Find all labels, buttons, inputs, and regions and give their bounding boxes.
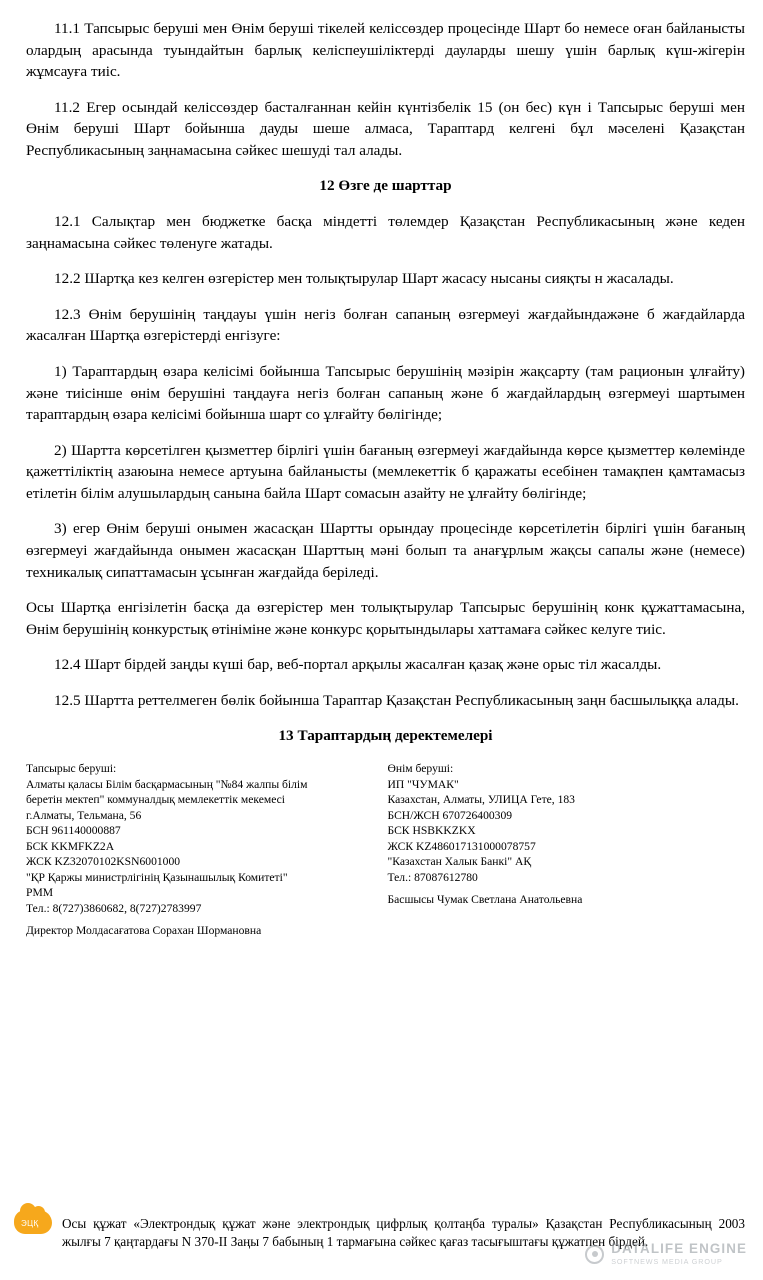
paragraph-11-1: 11.1 Тапсырыс беруші мен Өнім беруші тікелей келіссөздер процесінде Шарт бо немесе оған байланысты олардың арасында туындайтын барлық келіспеушіліктерді дауларды шешу үшін барлық күш-жігерін жұмсауға тиіс.: [26, 20, 745, 81]
supplier-line: ЖСК KZ486017131000078757: [387, 839, 536, 853]
customer-line: г.Алматы, Тельмана, 56: [26, 808, 142, 822]
section-heading-13: 13 Тараптардың деректемелері: [278, 727, 493, 745]
supplier-line: Казахстан, Алматы, УЛИЦА Гете, 183: [387, 793, 575, 807]
watermark: [585, 1242, 747, 1266]
paragraph-12-3-item-1: 1) Тараптардың өзара келісімі бойынша Тапсырыс берушінің мәзірін жақсарту (там рационын ұлғайту) және тиісінше өнім берушіні таңдауға негіз болған сапаның және б жағдайлардың өзгермеуі шартымен тараптардың өзара келісімі бойынша шарт со ұлғайту бөлігінде;: [26, 362, 745, 424]
paragraph-12-3-item-2: 2) Шартта көрсетілген қызметтер бірлігі үшін бағаның өзгермеуі жағдайында көрсе қызметтер көлемінде қажеттіліктің азаюына немесе артуына байланысты (мемлекеттік б қаражаты есебінен тамақпен қамтамасыз етілетін білім алушылардың санына байла Шарт сомасын азайту не ұлғайту бөлігінде;: [26, 441, 745, 502]
customer-signer: Директор Молдасағатова Сорахан Шормановна: [26, 924, 262, 938]
paragraph-12-1: 12.1 Салықтар мен бюджетке басқа міндетті төлемдер Қазақстан Республикасының және кеден заңнамасына сәйкес төленуге жатады.: [26, 213, 745, 252]
paragraph-12-3: 12.3 Өнім берушінің таңдауы үшін негіз болған сапаның өзгермеуі жағдайындажәне б жағдайларда жасалған Шартқа өзгерістерді енгізуге:: [26, 305, 745, 345]
footer-note-text: Осы құжат «Электрондық құжат және электрондық цифрлық қолтаңба туралы» Қазақстан Республикасының 2003 жылғы 7 қаңтардағы N 370-II Заңы 7 бабының 1 тармағына сәйкес қағаз тасығыштағы құжатпен бірдей.: [62, 1216, 745, 1249]
supplier-line: Тел.: 87087612780: [387, 870, 478, 884]
section-heading-12: 12 Өзге де шарттар: [319, 177, 452, 195]
customer-line: Тел.: 8(727)3860682, 8(727)2783997: [26, 901, 202, 915]
customer-line: беретін мектеп" коммуналдық мемлекеттік мекемесі: [26, 793, 286, 807]
signature-block: [0, 761, 763, 939]
paragraph-12-3-item-3: 3) егер Өнім беруші онымен жасасқан Шартты орындау процесінде көрсетілетін бірлігі үшін бағаның өзгермеуі жағдайында онымен жасасқан Шарттың мәні болып та анағұрлым жақсы сапалы және (немесе) техникалық сипаттамасын ұсынған жағдайда беріледі.: [26, 520, 745, 581]
customer-line: БСН 961140000887: [26, 824, 121, 838]
paragraph-12-4: 12.4 Шарт бірдей заңды күші бар, веб-портал арқылы жасалған қазақ және орыс тіл жасалды.: [54, 656, 662, 674]
customer-line: БСК KKMFKZ2A: [26, 839, 115, 853]
watermark-subtitle: SOFTNEWS MEDIA GROUP: [611, 1257, 723, 1267]
supplier-line: БСК HSBKKZKX: [387, 824, 476, 838]
signature-column-supplier: [388, 761, 750, 939]
datalife-engine-icon: [585, 1245, 604, 1264]
watermark-title: DATALIFE ENGINE: [611, 1241, 747, 1257]
supplier-role-label: Өнім берушi:: [387, 762, 454, 776]
customer-line: ЖСК KZ32070102KSN6001000: [26, 855, 181, 869]
paragraph-12-5: 12.5 Шартта реттелмеген бөлік бойынша Тараптар Қазақстан Республикасының заңн басшылыққа алады.: [54, 691, 739, 709]
supplier-line: БСН/ЖСН 670726400309: [387, 808, 513, 822]
paragraph-11-2: 11.2 Егер осындай келіссөздер басталғаннан кейін күнтізбелік 15 (он бес) күн і Тапсырыс беруші мен Өнім беруші Шарт бойынша дауды шеше алмаса, Тараптард келгені бұл мәселені Қазақстан Республикасының заңнамасына сәйкес шешуді тал алады.: [26, 98, 745, 159]
supplier-signer: Басшысы Чумак Светлана Анатольевна: [387, 893, 583, 907]
watermark-texts: [611, 1242, 747, 1266]
customer-line: РММ: [26, 886, 54, 900]
paragraph-12-3-note: Осы Шартқа енгізілетін басқа да өзгерістер мен толықтырулар Тапсырыс берушінің конк құжаттамасына, Өнім берушінің конкурстық өтініміне және конкурс қорытындылары хаттамаға сәйкес келуге тиіс.: [26, 599, 745, 638]
customer-line: "ҚР Қаржы министрлігінің Қазынашылық Комитеті": [26, 870, 288, 884]
signature-column-customer: [26, 761, 388, 939]
paragraph-12-2: 12.2 Шартқа кез келген өзгерістер мен толықтырулар Шарт жасасу нысаны сияқты н жасалады.: [54, 270, 674, 288]
supplier-line: "Казахстан Халык Банкі" АҚ: [387, 855, 532, 869]
customer-line: Алматы қаласы Білім басқармасының "№84 жалпы білім: [26, 777, 308, 791]
supplier-line: ИП "ЧУМАК": [387, 777, 459, 791]
customer-role-label: Тапсырыс беруші:: [26, 762, 117, 776]
stamp-label: ЭЦҚ: [21, 1219, 39, 1228]
